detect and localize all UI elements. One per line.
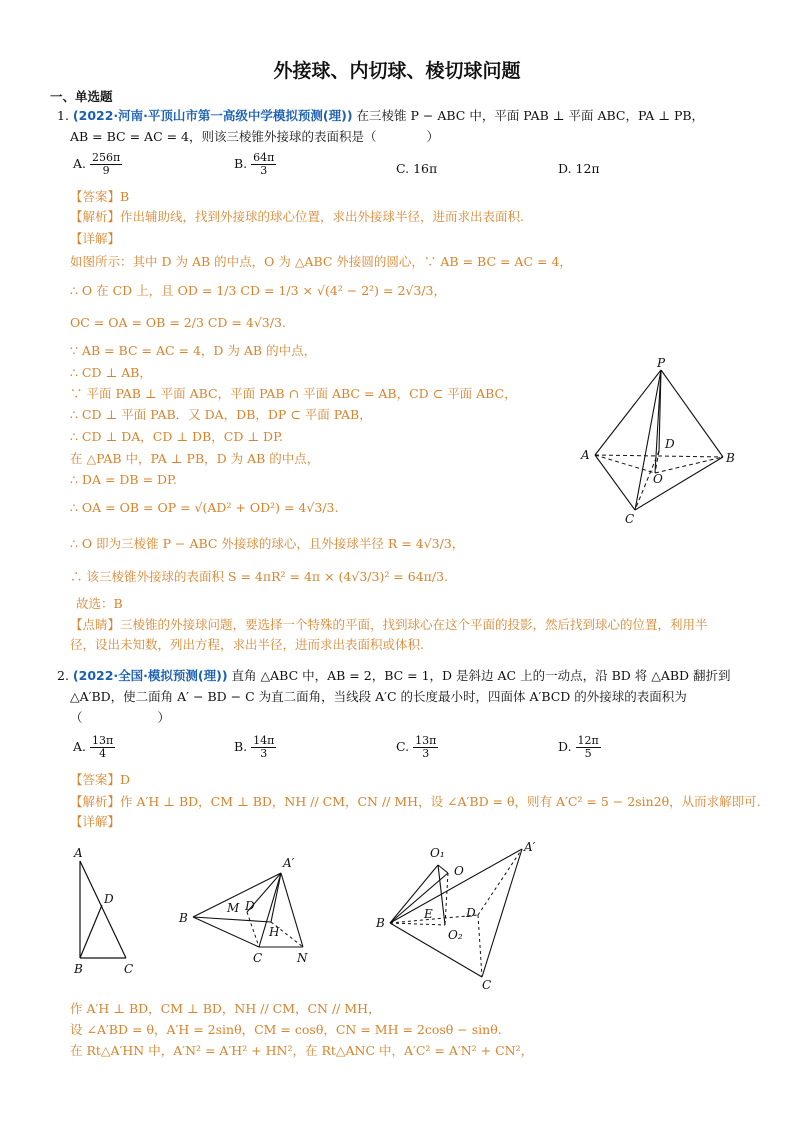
q1-solution-step: ∵ AB = BC = AC = 4，D 为 AB 的中点，	[70, 343, 317, 358]
q2-stem-line1	[57, 667, 731, 685]
q2-option-b[interactable]: B. $\frac{14\pi}{3}$	[234, 734, 275, 760]
q1-solution-step: ∴ OA = OB = OP = √(AD² + OD²) = 4√3/3.	[70, 500, 339, 515]
q2-stem-line2: △A′BD，使二面角 A′ − BD − C 为直二面角，当线段 A′C 的长度最小时，四面体 A′BCD 的外接球的表面积为	[70, 689, 687, 704]
q2-fig3-label-e: E	[424, 907, 433, 921]
q2-option-c[interactable]: C. $\frac{13\pi}{3}$	[396, 734, 437, 760]
q1-pyramid-figure	[575, 355, 745, 530]
q2-option-c-fraction: $\frac{13\pi}{3}$	[415, 734, 437, 760]
q2-fig3-label-o2: O₂	[448, 928, 463, 942]
q2-detail-tag: 【详解】	[70, 814, 121, 829]
q1-detail-tag: 【详解】	[70, 231, 121, 246]
q2-answer: 【答案】D	[70, 772, 131, 787]
q2-fig2-label-m: M	[227, 901, 240, 915]
q2-fig3-label-c: C	[482, 978, 492, 992]
q1-number: 1.	[57, 108, 69, 123]
q2-fig3-label-d: D	[466, 906, 476, 920]
q2-stem-line3: （ ）	[70, 710, 171, 725]
q1-source: (2022·河南·平顶山市第一高级中学模拟预测(理))	[72, 108, 353, 123]
q1-solution-step: ∵ 平面 PAB ⊥ 平面 ABC，平面 PAB ∩ 平面 ABC = AB，CD ⊂ 平面 ABC，	[70, 386, 517, 401]
fig1-label-a: A	[581, 448, 590, 462]
q1-option-b-fraction: $\frac{64\pi}{3}$	[253, 151, 275, 177]
q2-option-d-fraction: $\frac{12\pi}{5}$	[577, 734, 599, 760]
q1-comment-line2: 径，设出未知数，列出方程，求出半径，进而求出表面积或体积.	[70, 637, 424, 652]
q2-fig3-label-a: A′	[524, 840, 536, 854]
q1-stem-line1	[57, 107, 704, 125]
q2-option-b-fraction: $\frac{14\pi}{3}$	[253, 734, 275, 760]
q2-sphere-center-figure	[370, 835, 550, 995]
q1-answer: 【答案】B	[70, 189, 130, 204]
q1-solution-step: ∴ DA = DB = DP.	[70, 472, 177, 487]
q2-folded-figure	[175, 850, 325, 970]
q1-analysis: 【解析】作出辅助线，找到外接球的球心位置，求出外接球半径，进而求出表面积.	[70, 209, 524, 224]
q2-triangle-figure	[68, 843, 148, 978]
q1-solution-step: ∴ CD ⊥ 平面 PAB．又 DA，DB，DP ⊂ 平面 PAB，	[70, 407, 372, 422]
q1-option-c[interactable]: C. 16π	[396, 161, 438, 176]
q2-fig3-label-o1: O₁	[430, 846, 445, 860]
q2-option-a[interactable]: A. $\frac{13\pi}{4}$	[73, 734, 114, 760]
q1-solution-step: ∴ O 即为三棱锥 P − ABC 外接球的球心，且外接球半径 R = 4√3/3，	[70, 536, 465, 551]
section-heading: 一、单选题	[50, 89, 113, 104]
q2-fig2-label-c: C	[253, 951, 263, 965]
q1-option-d[interactable]: D. 12π	[558, 161, 600, 176]
q2-fig1-label-b: B	[74, 962, 83, 976]
q2-fig2-label-n: N	[297, 951, 308, 965]
q1-option-a[interactable]: A. $\frac{256\pi}{9}$	[73, 151, 121, 177]
q2-fig3-label-o: O	[454, 864, 464, 878]
fig1-label-b: B	[726, 451, 735, 465]
fig1-label-d: D	[665, 437, 675, 451]
fig1-label-p: P	[657, 356, 666, 370]
fig1-label-c: C	[625, 512, 635, 526]
q2-solution-step: 设 ∠A′BD = θ，A′H = 2sinθ，CM = cosθ，CN = MH = 2cosθ − sinθ.	[70, 1022, 502, 1037]
q1-option-b[interactable]: B. $\frac{64\pi}{3}$	[234, 151, 275, 177]
q1-solution-step: ∴ CD ⊥ DA，CD ⊥ DB，CD ⊥ DP.	[70, 429, 283, 444]
q1-stem-line2: AB = BC = AC = 4，则该三棱锥外接球的表面积是（ ）	[70, 129, 440, 144]
q2-analysis: 【解析】作 A′H ⊥ BD，CM ⊥ BD，NH // CM，CN // MH，设 ∠A′BD = θ，则有 A′C² = 5 − 2sin2θ，从而求解即可.	[70, 794, 761, 809]
q1-solution-step: ∴ 该三棱锥外接球的表面积 S = 4πR² = 4π × (4√3/3)² = 64π/3.	[70, 569, 449, 584]
q1-choose: 故选：B	[76, 596, 123, 611]
q1-comment-line1: 【点睛】三棱锥的外接球问题，要选择一个特殊的平面，找到球心在这个平面的投影，然后找到球心的位置，利用半	[70, 617, 708, 632]
q2-fig2-label-a: A′	[283, 856, 295, 870]
fig1-label-o: O	[653, 472, 663, 486]
q2-fig2-label-h: H	[269, 925, 280, 939]
q1-solution-step: ∴ O 在 CD 上，且 OD = 1/3 CD = 1/3 × √(4² − 2²) = 2√3/3，	[70, 283, 447, 298]
q2-fig1-label-c: C	[124, 962, 134, 976]
q2-solution-step: 在 Rt△A′HN 中，A′N² = A′H² + HN²，在 Rt△ANC 中，A′C² = A′N² + CN²，	[70, 1043, 534, 1058]
q2-number: 2.	[57, 668, 69, 683]
q1-stem-text1: 在三棱锥 P − ABC 中，平面 PAB ⊥ 平面 ABC，PA ⊥ PB，	[356, 108, 705, 123]
q2-option-d[interactable]: D. $\frac{12\pi}{5}$	[558, 734, 599, 760]
q1-solution-step: ∴ CD ⊥ AB，	[70, 365, 152, 380]
q2-source: (2022·全国·模拟预测(理))	[72, 668, 228, 683]
q2-solution-step: 作 A′H ⊥ BD，CM ⊥ BD，NH // CM，CN // MH，	[70, 1001, 381, 1016]
q1-option-a-fraction: $\frac{256\pi}{9}$	[92, 151, 121, 177]
q2-stem-text1: 直角 △ABC 中，AB = 2，BC = 1，D 是斜边 AC 上的一动点，沿 BD 将 △ABD 翻折到	[231, 668, 731, 683]
q2-fig2-label-d: D	[245, 899, 255, 913]
q2-fig2-label-b: B	[179, 911, 188, 925]
q2-option-a-fraction: $\frac{13\pi}{4}$	[92, 734, 114, 760]
q2-fig1-label-d: D	[104, 892, 114, 906]
page-title: 外接球、内切球、棱切球问题	[273, 60, 521, 82]
q2-fig1-label-a: A	[74, 846, 83, 860]
q1-solution-step: 如图所示：其中 D 为 AB 的中点，O 为 △ABC 外接圆的圆心，∵ AB = BC = AC = 4，	[70, 254, 572, 269]
q1-solution-step: OC = OA = OB = 2/3 CD = 4√3/3.	[70, 315, 286, 330]
q2-fig3-label-b: B	[376, 916, 385, 930]
q1-solution-step: 在 △PAB 中，PA ⊥ PB，D 为 AB 的中点，	[70, 451, 320, 466]
